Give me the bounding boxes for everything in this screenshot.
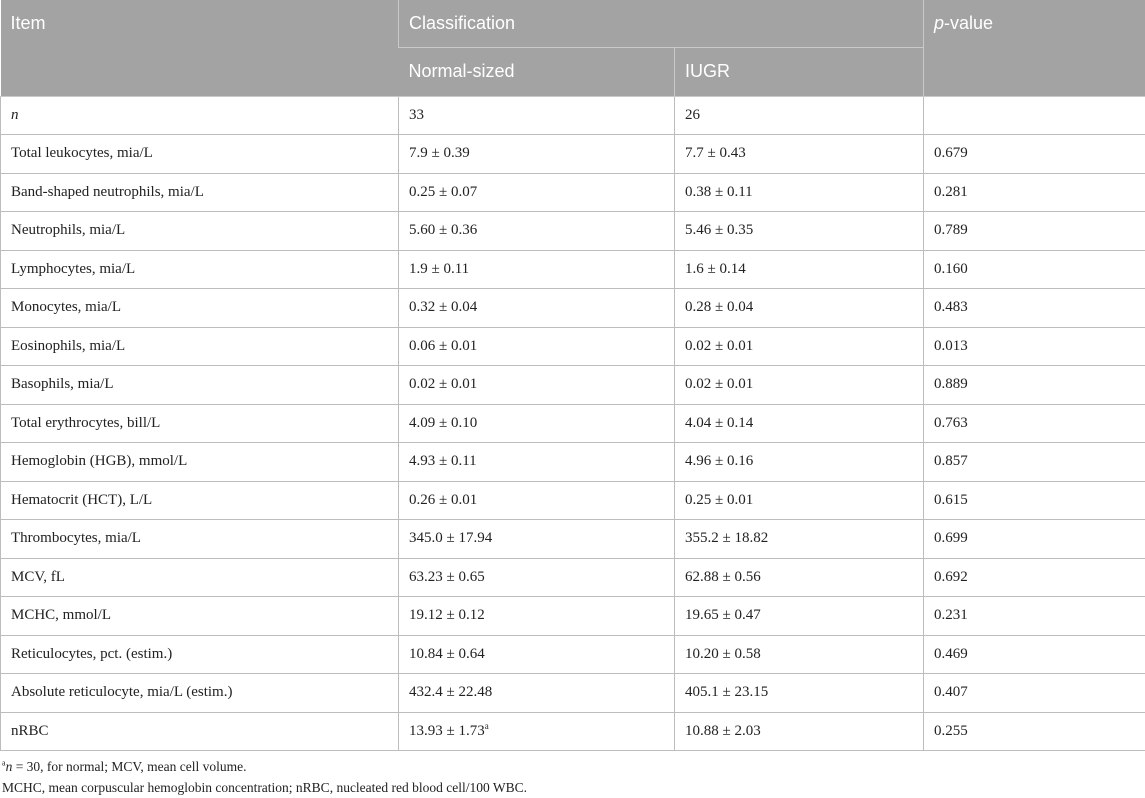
table-row (1, 558, 1145, 597)
cell-normal-value: 10.84 ± 0.64 (409, 646, 485, 662)
cell-p-value: 0.231 (924, 597, 1145, 636)
cell-iugr: 355.2 ± 18.82 (675, 520, 924, 559)
cell-p-value (924, 96, 1145, 135)
cell-p-value: 0.615 (924, 481, 1145, 520)
cell-item (1, 289, 399, 328)
cell-normal-value: 0.02 ± 0.01 (409, 376, 477, 392)
cell-normal-value: 13.93 ± 1.73 (409, 723, 485, 739)
table-body (1, 96, 1145, 751)
cell-iugr: 26 (675, 96, 924, 135)
table-row (1, 404, 1145, 443)
cell-p-value: 0.407 (924, 674, 1145, 713)
cell-item-italic: n (11, 107, 19, 123)
cell-normal-footnote-marker: a (485, 721, 489, 731)
cell-item-text: Basophils, mia/L (11, 376, 114, 392)
table-row (1, 443, 1145, 482)
cell-p-value: 0.469 (924, 635, 1145, 674)
table-row (1, 481, 1145, 520)
cell-item-text: Neutrophils, mia/L (11, 222, 125, 238)
cell-normal-sized (399, 135, 675, 174)
cell-item-text: Total leukocytes, mia/L (11, 145, 153, 161)
cell-item-text: Total erythrocytes, bill/L (11, 415, 160, 431)
footnote-1 (2, 756, 527, 777)
cell-item-text: Reticulocytes, pct. (estim.) (11, 646, 172, 662)
cell-p-value: 0.889 (924, 366, 1145, 405)
table-row (1, 712, 1145, 751)
cell-normal-value: 63.23 ± 0.65 (409, 569, 485, 585)
cell-normal-sized (399, 404, 675, 443)
cell-normal-sized (399, 520, 675, 559)
cell-item-text: Eosinophils, mia/L (11, 338, 125, 354)
cell-normal-value: 1.9 ± 0.11 (409, 261, 469, 277)
cell-normal-value: 4.09 ± 0.10 (409, 415, 477, 431)
cell-item (1, 712, 399, 751)
footnote-1-marker: a (2, 759, 6, 768)
footnotes (0, 756, 527, 798)
cell-iugr: 5.46 ± 0.35 (675, 212, 924, 251)
cell-normal-value: 0.25 ± 0.07 (409, 184, 477, 200)
cell-iugr: 1.6 ± 0.14 (675, 250, 924, 289)
cell-item (1, 674, 399, 713)
cell-item (1, 635, 399, 674)
cell-iugr: 0.38 ± 0.11 (675, 173, 924, 212)
cell-item-text: MCV, fL (11, 569, 65, 585)
cell-item (1, 520, 399, 559)
table-row (1, 289, 1145, 328)
cell-item-text: Lymphocytes, mia/L (11, 261, 135, 277)
cell-p-value: 0.483 (924, 289, 1145, 328)
cell-p-value: 0.763 (924, 404, 1145, 443)
cell-item-text: Hematocrit (HCT), L/L (11, 492, 152, 508)
header-classification: Classification (399, 0, 924, 47)
cell-item-text: nRBC (11, 723, 49, 739)
cell-iugr: 19.65 ± 0.47 (675, 597, 924, 636)
cell-normal-value: 19.12 ± 0.12 (409, 607, 485, 623)
cell-normal-sized (399, 597, 675, 636)
cell-item (1, 597, 399, 636)
cell-item-text: Thrombocytes, mia/L (11, 530, 141, 546)
cell-p-value: 0.255 (924, 712, 1145, 751)
cell-iugr: 405.1 ± 23.15 (675, 674, 924, 713)
cell-iugr: 0.02 ± 0.01 (675, 366, 924, 405)
header-p-suffix: -value (944, 13, 993, 33)
cell-normal-sized (399, 635, 675, 674)
cell-item (1, 481, 399, 520)
table-row (1, 173, 1145, 212)
footnote-2: MCHC, mean corpuscular hemoglobin concentration; nRBC, nucleated red blood cell/100 WBC. (2, 777, 527, 798)
cell-item (1, 443, 399, 482)
cell-normal-sized (399, 558, 675, 597)
cell-normal-value: 5.60 ± 0.36 (409, 222, 477, 238)
header-item: Item (1, 0, 399, 96)
cell-normal-value: 0.06 ± 0.01 (409, 338, 477, 354)
cell-normal-sized (399, 96, 675, 135)
table-row (1, 135, 1145, 174)
cell-normal-sized (399, 327, 675, 366)
footnote-1-text: = 30, for normal; MCV, mean cell volume. (12, 759, 246, 774)
cell-item (1, 135, 399, 174)
header-iugr: IUGR (675, 47, 924, 96)
table-row (1, 366, 1145, 405)
cell-item-text: Absolute reticulocyte, mia/L (estim.) (11, 684, 232, 700)
cell-normal-sized (399, 712, 675, 751)
header-p-value (924, 0, 1145, 96)
table-row (1, 597, 1145, 636)
cell-item (1, 250, 399, 289)
cell-iugr: 10.20 ± 0.58 (675, 635, 924, 674)
cell-p-value: 0.692 (924, 558, 1145, 597)
cell-normal-sized (399, 481, 675, 520)
cell-normal-value: 4.93 ± 0.11 (409, 453, 477, 469)
cell-item-text: Band-shaped neutrophils, mia/L (11, 184, 204, 200)
cell-iugr: 0.25 ± 0.01 (675, 481, 924, 520)
cell-item (1, 366, 399, 405)
cell-normal-value: 0.32 ± 0.04 (409, 299, 477, 315)
footnote-1-n: n (6, 759, 13, 774)
cell-p-value: 0.679 (924, 135, 1145, 174)
cell-normal-sized (399, 674, 675, 713)
cell-p-value: 0.281 (924, 173, 1145, 212)
cell-item-text: Hemoglobin (HGB), mmol/L (11, 453, 187, 469)
cell-normal-sized (399, 250, 675, 289)
cell-normal-value: 7.9 ± 0.39 (409, 145, 470, 161)
cell-iugr: 10.88 ± 2.03 (675, 712, 924, 751)
cell-normal-value: 33 (409, 107, 424, 123)
cell-iugr: 4.96 ± 0.16 (675, 443, 924, 482)
cell-item-text: MCHC, mmol/L (11, 607, 111, 623)
cell-iugr: 62.88 ± 0.56 (675, 558, 924, 597)
cell-iugr: 0.02 ± 0.01 (675, 327, 924, 366)
cell-item (1, 173, 399, 212)
cell-item-text: Monocytes, mia/L (11, 299, 121, 315)
cell-p-value: 0.789 (924, 212, 1145, 251)
cell-normal-value: 0.26 ± 0.01 (409, 492, 477, 508)
cell-item (1, 212, 399, 251)
cell-normal-sized (399, 443, 675, 482)
cell-normal-value: 432.4 ± 22.48 (409, 684, 492, 700)
cell-p-value: 0.013 (924, 327, 1145, 366)
cell-item (1, 404, 399, 443)
cell-normal-sized (399, 289, 675, 328)
table-row (1, 674, 1145, 713)
cell-normal-value: 345.0 ± 17.94 (409, 530, 492, 546)
table-row (1, 520, 1145, 559)
header-normal-sized: Normal-sized (399, 47, 675, 96)
cell-normal-sized (399, 366, 675, 405)
table-row (1, 212, 1145, 251)
cell-item (1, 558, 399, 597)
cell-iugr: 0.28 ± 0.04 (675, 289, 924, 328)
cell-p-value: 0.857 (924, 443, 1145, 482)
cell-p-value: 0.699 (924, 520, 1145, 559)
header-p-italic: p (934, 13, 944, 33)
cell-normal-sized (399, 212, 675, 251)
table-row (1, 327, 1145, 366)
table-row (1, 250, 1145, 289)
cell-item (1, 327, 399, 366)
table-row (1, 96, 1145, 135)
cell-iugr: 4.04 ± 0.14 (675, 404, 924, 443)
cell-p-value: 0.160 (924, 250, 1145, 289)
cell-iugr: 7.7 ± 0.43 (675, 135, 924, 174)
table-row (1, 635, 1145, 674)
cell-item (1, 96, 399, 135)
cell-normal-sized (399, 173, 675, 212)
